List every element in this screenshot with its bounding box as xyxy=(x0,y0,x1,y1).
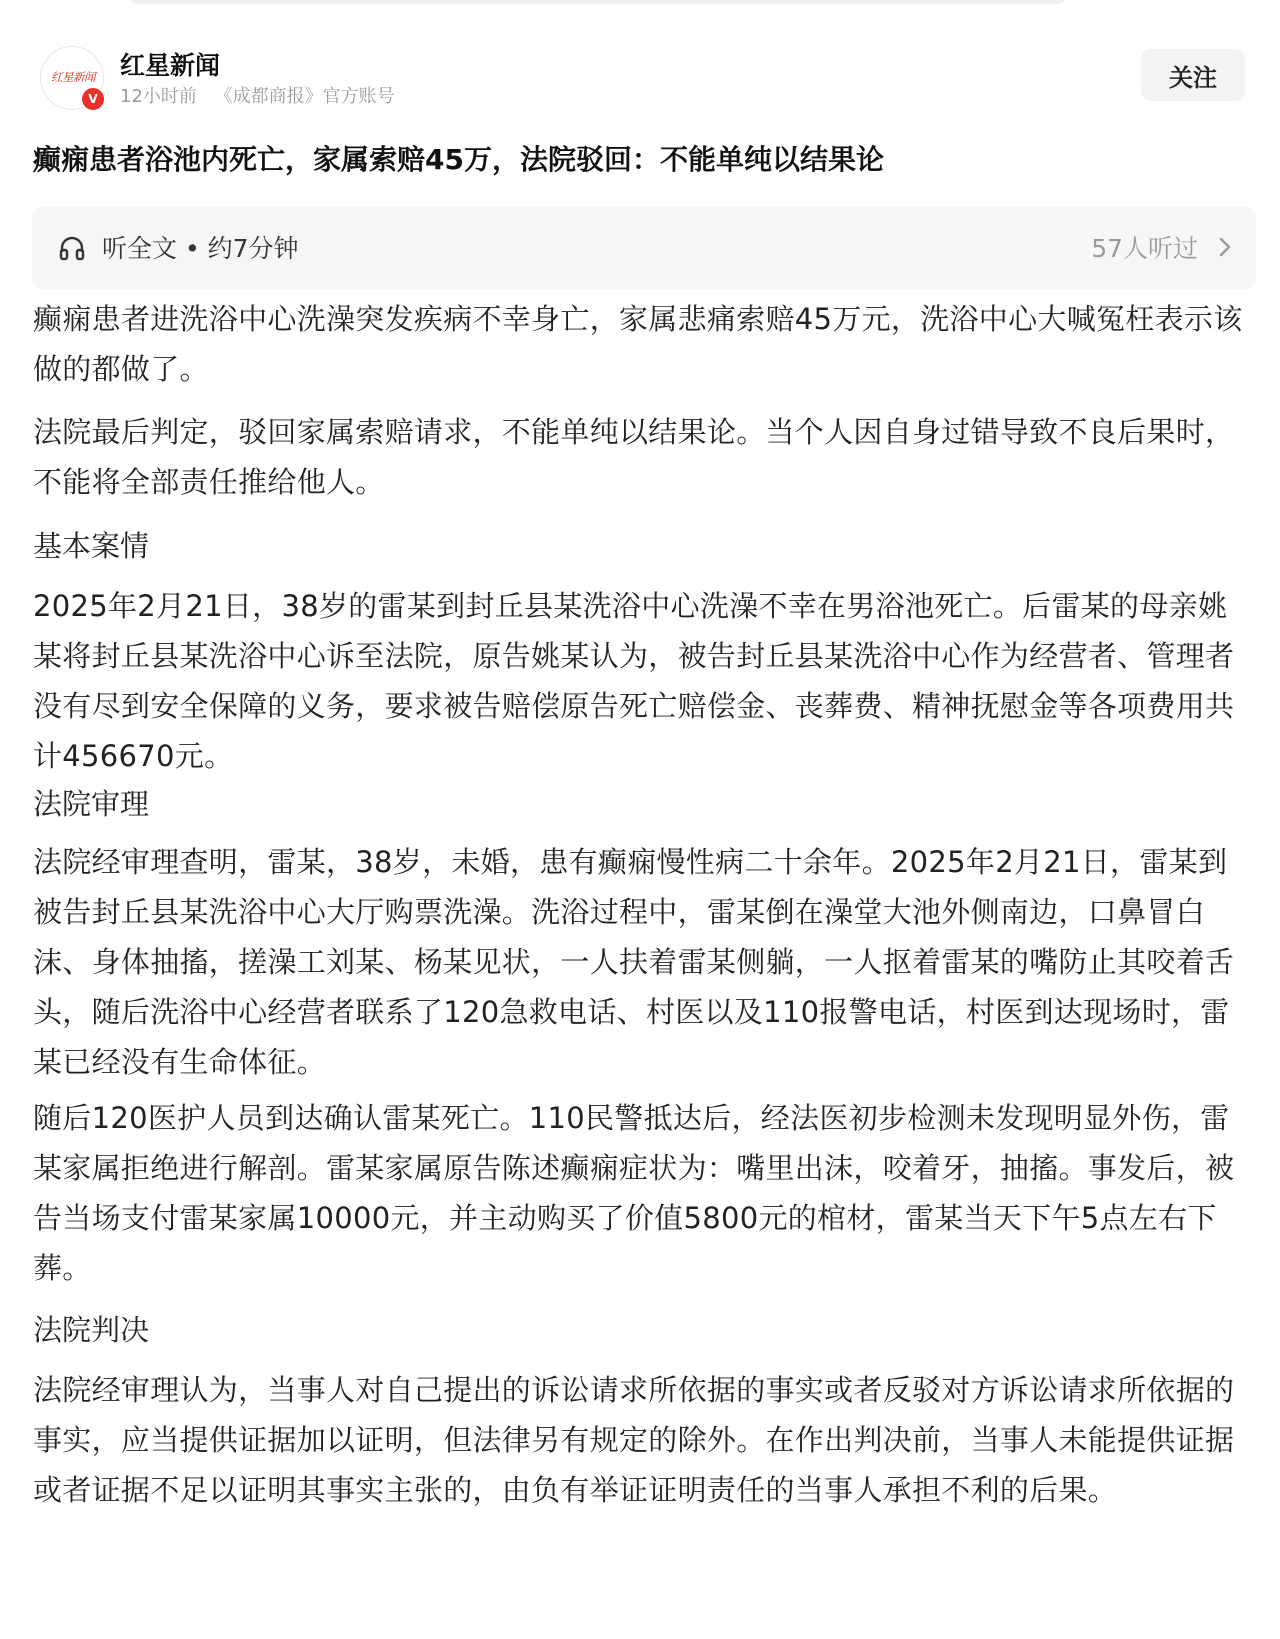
paragraph-case: 2025年2月21日，38岁的雷某到封丘县某洗浴中心洗澡不幸在男浴池死亡。后雷某的母亲姚某将封丘县某洗浴中心诉至法院，原告姚某认为，被告封丘县某洗浴中心作为经营者、管理者没有尽到安全保障的义务，要求被告赔偿原告死亡赔偿金、丧葬费、精神抚慰金等各项费用共计456670元。 xyxy=(33,589,1235,773)
listen-full-text-bar[interactable] xyxy=(32,207,1256,289)
section-heading-verdict: 法院判决 xyxy=(33,1313,150,1347)
paragraph-trial-facts: 法院经审理查明，雷某，38岁，未婚，患有癫痫慢性病二十余年。2025年2月21日，雷某到被告封丘县某洗浴中心大厅购票洗澡。洗浴过程中，雷某倒在澡堂大池外侧南边，口鼻冒白沫、身体抽搐，搓澡工刘某、杨某见状，一人扶着雷某侧躺，一人抠着雷某的嘴防止其咬着舌头，随后洗浴中心经营者联系了120急救电话、村医以及110报警电话，村医到达现场时，雷某已经没有生命体征。 xyxy=(33,845,1235,1079)
account-meta xyxy=(120,82,407,108)
top-bar-edge xyxy=(128,0,1068,4)
article-header xyxy=(40,46,1245,116)
chevron-right-icon xyxy=(1218,236,1232,262)
section-heading-trial: 法院审理 xyxy=(33,787,150,821)
paragraph-trial-aftermath: 随后120医护人员到达确认雷某死亡。110民警抵达后，经法医初步检测未发现明显外伤，雷某家属拒绝进行解剖。雷某家属原告陈述癫痫症状为：嘴里出沫，咬着牙，抽搐。事发后，被告当场支付雷某家属10000元，并主动购买了价值5800元的棺材，雷某当天下午5点左右下葬。 xyxy=(33,1101,1235,1285)
paragraph-verdict: 法院经审理认为，当事人对自己提出的诉讼请求所依据的事实或者反驳对方诉讼请求所依据的事实，应当提供证据加以证明，但法律另有规定的除外。在作出判决前，当事人未能提供证据或者证据不足以证明其事实主张的，由负有举证证明责任的当事人承担不利的后果。 xyxy=(33,1373,1235,1507)
account-logo: 红星新闻 xyxy=(51,70,95,84)
headphones-icon xyxy=(58,234,86,266)
account-name[interactable]: 红星新闻 xyxy=(120,51,221,80)
paragraph-intro: 癫痫患者进洗浴中心洗澡突发疾病不幸身亡，家属悲痛索赔45万元，洗浴中心大喊冤枉表示该做的都做了。 xyxy=(33,302,1243,386)
listen-count: 57人听过 xyxy=(1091,234,1198,263)
listen-label: 听全文 • 约7分钟 xyxy=(102,234,299,263)
paragraph-summary: 法院最后判定，驳回家属索赔请求，不能单纯以结果论。当个人因自身过错导致不良后果时，不能将全部责任推给他人。 xyxy=(33,415,1235,499)
post-time: 12小时前 xyxy=(120,86,197,107)
section-heading-case: 基本案情 xyxy=(33,529,150,563)
verified-icon: V xyxy=(80,86,106,112)
article-title: 癫痫患者浴池内死亡，家属索赔45万，法院驳回：不能单纯以结果论 xyxy=(33,143,884,176)
follow-button[interactable]: 关注 xyxy=(1141,49,1245,101)
account-description: 《成都商报》官方账号 xyxy=(214,86,395,107)
